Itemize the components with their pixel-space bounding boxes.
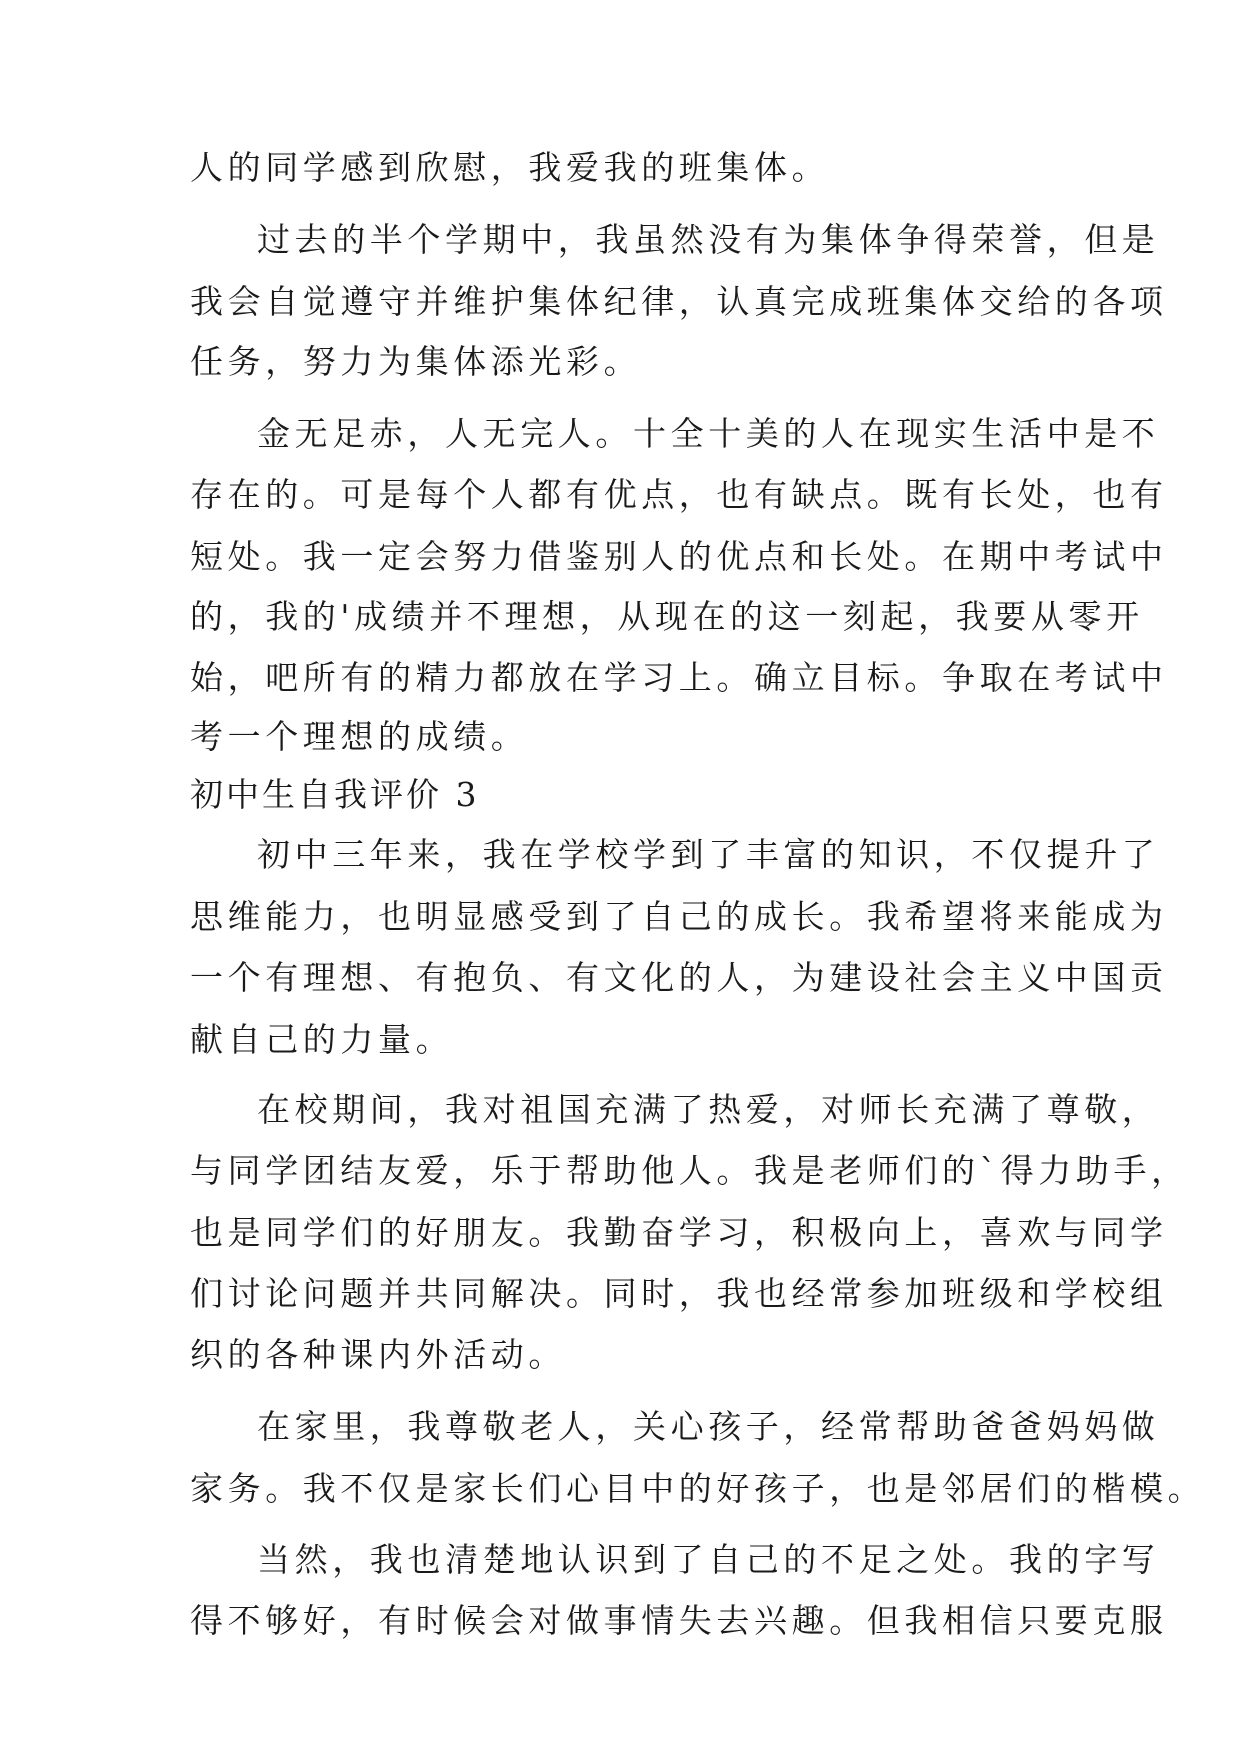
paragraph-first-line: 在校期间，我对祖国充满了热爱，对师长充满了尊敬， xyxy=(257,1090,1160,1129)
paragraph-first-line: 金无足赤，人无完人。十全十美的人在现实生活中是不 xyxy=(257,414,1160,453)
section-heading: 初中生自我评价 3 xyxy=(190,775,480,814)
paragraph-first-line: 在家里，我尊敬老人，关心孩子，经常帮助爸爸妈妈做 xyxy=(257,1407,1160,1446)
text-line: 人的同学感到欣慰，我爱我的班集体。 xyxy=(190,148,830,187)
text-line: 也是同学们的好朋友。我勤奋学习，积极向上，喜欢与同学 xyxy=(190,1213,1168,1252)
text-line: 得不够好，有时候会对做事情失去兴趣。但我相信只要克服 xyxy=(190,1601,1168,1640)
text-line: 与同学团结友爱，乐于帮助他人。我是老师们的`得力助手， xyxy=(190,1151,1189,1190)
text-line: 考一个理想的成绩。 xyxy=(190,717,529,756)
text-line: 一个有理想、有抱负、有文化的人，为建设社会主义中国贡 xyxy=(190,958,1168,997)
text-line: 我会自觉遵守并维护集体纪律，认真完成班集体交给的各项 xyxy=(190,282,1168,321)
text-line: 的，我的'成绩并不理想，从现在的这一刻起，我要从零开 xyxy=(190,597,1144,636)
text-line: 始，吧所有的精力都放在学习上。确立目标。争取在考试中 xyxy=(190,658,1168,697)
paragraph-first-line: 过去的半个学期中，我虽然没有为集体争得荣誉，但是 xyxy=(257,220,1160,259)
text-line: 家务。我不仅是家长们心目中的好孩子，也是邻居们的楷模。 xyxy=(190,1469,1206,1508)
paragraph-first-line: 初中三年来，我在学校学到了丰富的知识，不仅提升了 xyxy=(257,835,1160,874)
text-line: 织的各种课内外活动。 xyxy=(190,1335,566,1374)
text-line: 存在的。可是每个人都有优点，也有缺点。既有长处，也有 xyxy=(190,475,1168,514)
text-line: 们讨论问题并共同解决。同时，我也经常参加班级和学校组 xyxy=(190,1274,1168,1313)
text-line: 短处。我一定会努力借鉴别人的优点和长处。在期中考试中 xyxy=(190,537,1168,576)
text-line: 任务，努力为集体添光彩。 xyxy=(190,342,642,381)
text-line: 思维能力，也明显感受到了自己的成长。我希望将来能成为 xyxy=(190,897,1168,936)
paragraph-first-line: 当然，我也清楚地认识到了自己的不足之处。我的字写 xyxy=(257,1540,1160,1579)
text-line: 献自己的力量。 xyxy=(190,1020,454,1059)
